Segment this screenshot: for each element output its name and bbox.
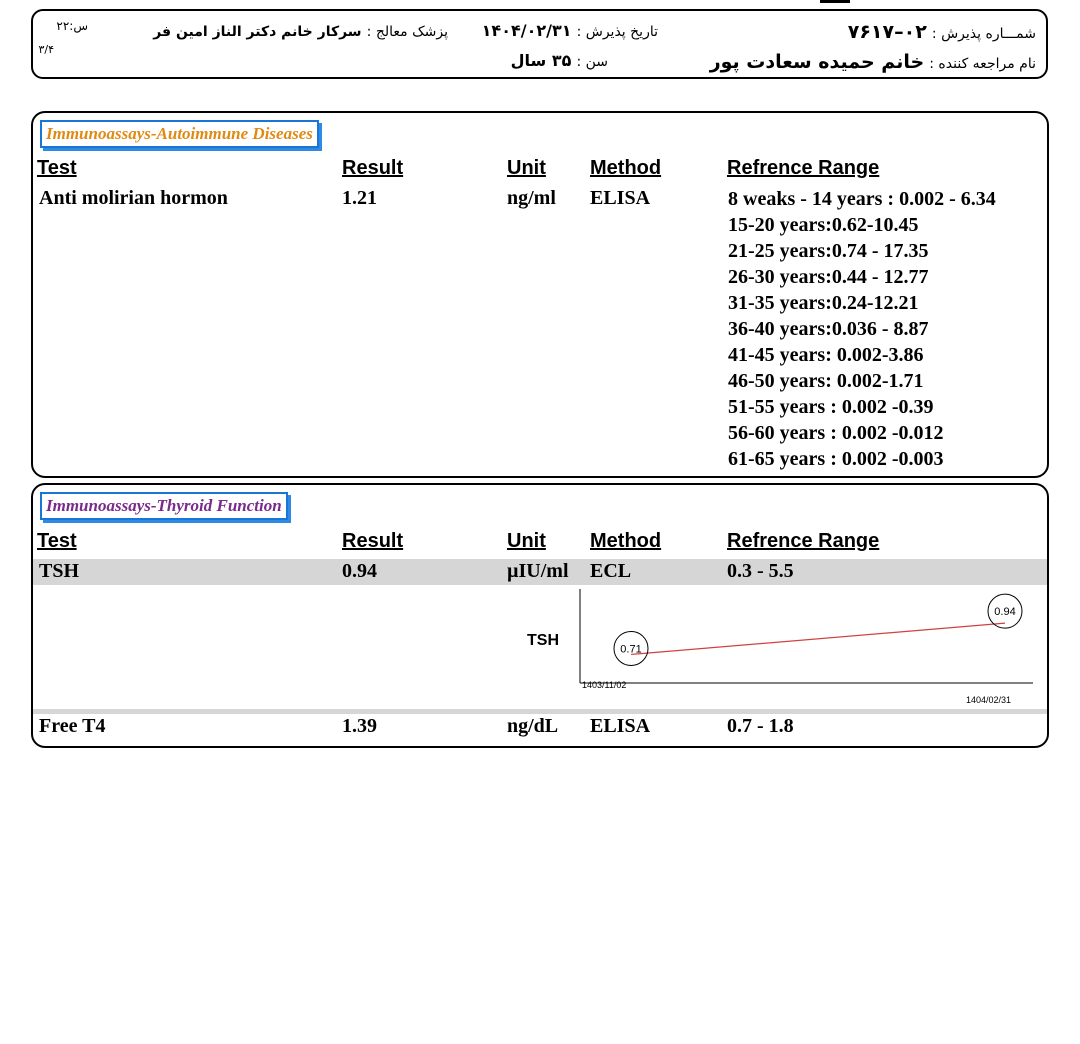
thyroid-section xyxy=(31,483,1049,748)
reference-range-line: 36-40 years:0.036 - 8.87 xyxy=(728,318,929,340)
test-result: 1.39 xyxy=(342,715,377,737)
chart-data-label: 0.94 xyxy=(994,606,1016,619)
reference-range-line: 21-25 years:0.74 - 17.35 xyxy=(728,240,929,262)
reference-range-line: 51-55 years : 0.002 -0.39 xyxy=(728,396,934,418)
reception-date: ۱۴۰۴/۰۲/۳۱ xyxy=(481,21,572,40)
doctor-name: سرکار خانم دکتر الناز امین فر xyxy=(153,24,362,40)
doctor-line: پزشک معالج : سرکار خانم دکتر الناز امین فر xyxy=(153,24,448,40)
col-header-test: Test xyxy=(37,530,77,552)
time-label: س:۲۲ xyxy=(56,19,88,33)
chart-y-label: TSH xyxy=(527,632,559,649)
test-range: 0.7 - 1.8 xyxy=(727,715,794,737)
age-line: سن : ۳۵ سال xyxy=(510,51,608,70)
col-header-method: Method xyxy=(590,530,662,552)
reference-range-line: 8 weaks - 14 years : 0.002 - 6.34 xyxy=(728,188,996,210)
section-title: Immunoassays-Autoimmune Diseases xyxy=(40,120,319,148)
test-method: ECL xyxy=(590,560,632,582)
row-separator xyxy=(33,709,1047,714)
col-header-test: Test xyxy=(37,157,77,179)
test-unit: ng/ml xyxy=(507,187,556,209)
col-header-result: Result xyxy=(342,530,404,552)
reference-range-line: 41-45 years: 0.002-3.86 xyxy=(728,344,924,366)
reception-date-line: تاریخ پذیرش : ۱۴۰۴/۰۲/۳۱ xyxy=(481,21,658,40)
col-header-method: Method xyxy=(590,157,662,179)
reference-range-line: 26-30 years:0.44 - 12.77 xyxy=(728,266,929,288)
tsh-trend-chart xyxy=(503,585,1043,715)
reference-range-line: 15-20 years:0.62-10.45 xyxy=(728,214,919,236)
test-unit: µIU/ml xyxy=(507,560,569,582)
chart-x-tick-label: 1403/11/02 xyxy=(582,680,627,690)
top-edge-mark xyxy=(820,0,850,3)
page-label: ۳/۴ xyxy=(38,43,54,56)
col-header-result: Result xyxy=(342,157,404,179)
col-header-range: Refrence Range xyxy=(727,157,880,179)
reception-number-line: شمـــاره پذیرش : ۰۲–۷۶۱۷ xyxy=(847,21,1036,43)
test-name: Free T4 xyxy=(39,715,106,737)
chart-data-label: 0.71 xyxy=(620,643,642,656)
test-method: ELISA xyxy=(590,187,651,209)
reference-range-line: 46-50 years: 0.002-1.71 xyxy=(728,370,924,392)
autoimmune-section xyxy=(31,111,1049,478)
reference-range-line: 61-65 years : 0.002 -0.003 xyxy=(728,448,944,470)
patient-age: ۳۵ سال xyxy=(510,51,572,70)
col-header-unit: Unit xyxy=(507,530,546,552)
reference-range-line: 56-60 years : 0.002 -0.012 xyxy=(728,422,944,444)
section-title: Immunoassays-Thyroid Function xyxy=(40,492,288,520)
chart-x-tick-label: 1404/02/31 xyxy=(965,695,1011,705)
chart-series-line xyxy=(631,623,1005,654)
patient-header xyxy=(31,9,1048,79)
col-header-range: Refrence Range xyxy=(727,530,880,552)
test-result: 0.94 xyxy=(342,560,377,582)
test-result: 1.21 xyxy=(342,187,377,209)
test-name: TSH xyxy=(39,560,80,582)
patient-name: خانم حمیده سعادت پور xyxy=(709,51,925,73)
test-name: Anti molirian hormon xyxy=(39,187,228,209)
reception-number: ۰۲–۷۶۱۷ xyxy=(847,21,927,43)
test-method: ELISA xyxy=(590,715,651,737)
test-range: 0.3 - 5.5 xyxy=(727,560,794,582)
patient-name-line: نام مراجعه کننده : خانم حمیده سعادت پور xyxy=(709,51,1036,73)
col-header-unit: Unit xyxy=(507,157,546,179)
reference-range-line: 31-35 years:0.24-12.21 xyxy=(728,292,919,314)
test-unit: ng/dL xyxy=(507,715,559,737)
